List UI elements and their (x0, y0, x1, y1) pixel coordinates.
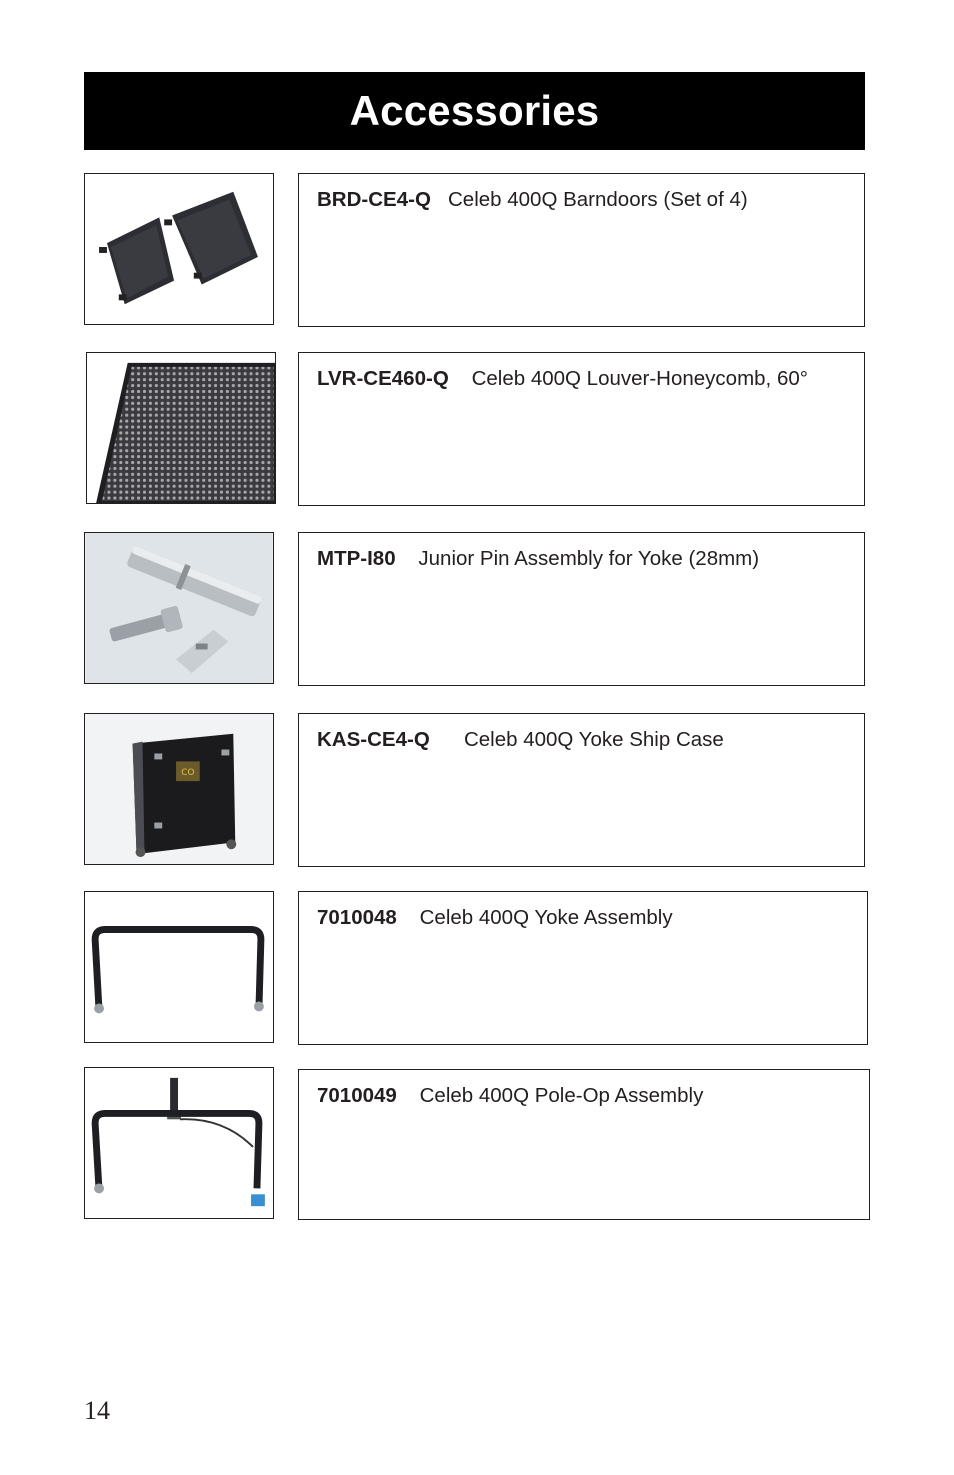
item-row-pole-op (298, 1069, 870, 1220)
page-title: Accessories (349, 87, 600, 134)
louver-honeycomb-photo (86, 352, 276, 504)
item-description: Celeb 400Q Yoke Ship Case (463, 728, 724, 751)
svg-text:CO: CO (181, 768, 195, 779)
item-row-ship-case (298, 713, 865, 867)
barndoors-photo (84, 173, 274, 325)
ship-case-photo (84, 713, 274, 865)
page-number: 14 (84, 1396, 110, 1425)
yoke-photo (84, 891, 274, 1043)
item-row-yoke (298, 891, 868, 1045)
item-code: 7010049 (317, 1084, 397, 1107)
item-code: KAS-CE4-Q (317, 728, 430, 751)
item-row-louver (298, 352, 865, 506)
page-header (84, 72, 865, 150)
item-description: Junior Pin Assembly for Yoke (28mm) (418, 547, 760, 570)
item-row-barndoors (298, 173, 865, 327)
item-row-junior-pin (298, 532, 865, 686)
item-code: LVR-CE460-Q (317, 367, 449, 390)
item-description: Celeb 400Q Barndoors (Set of 4) (448, 188, 748, 211)
item-description: Celeb 400Q Pole-Op Assembly (419, 1084, 704, 1107)
junior-pin-photo (84, 532, 274, 684)
item-code: BRD-CE4-Q (317, 188, 431, 211)
item-code: 7010048 (317, 906, 397, 929)
pole-op-photo (84, 1067, 274, 1219)
item-description: Celeb 400Q Louver-Honeycomb, 60° (471, 367, 808, 390)
item-code: MTP-I80 (317, 547, 396, 570)
item-description: Celeb 400Q Yoke Assembly (419, 906, 673, 929)
